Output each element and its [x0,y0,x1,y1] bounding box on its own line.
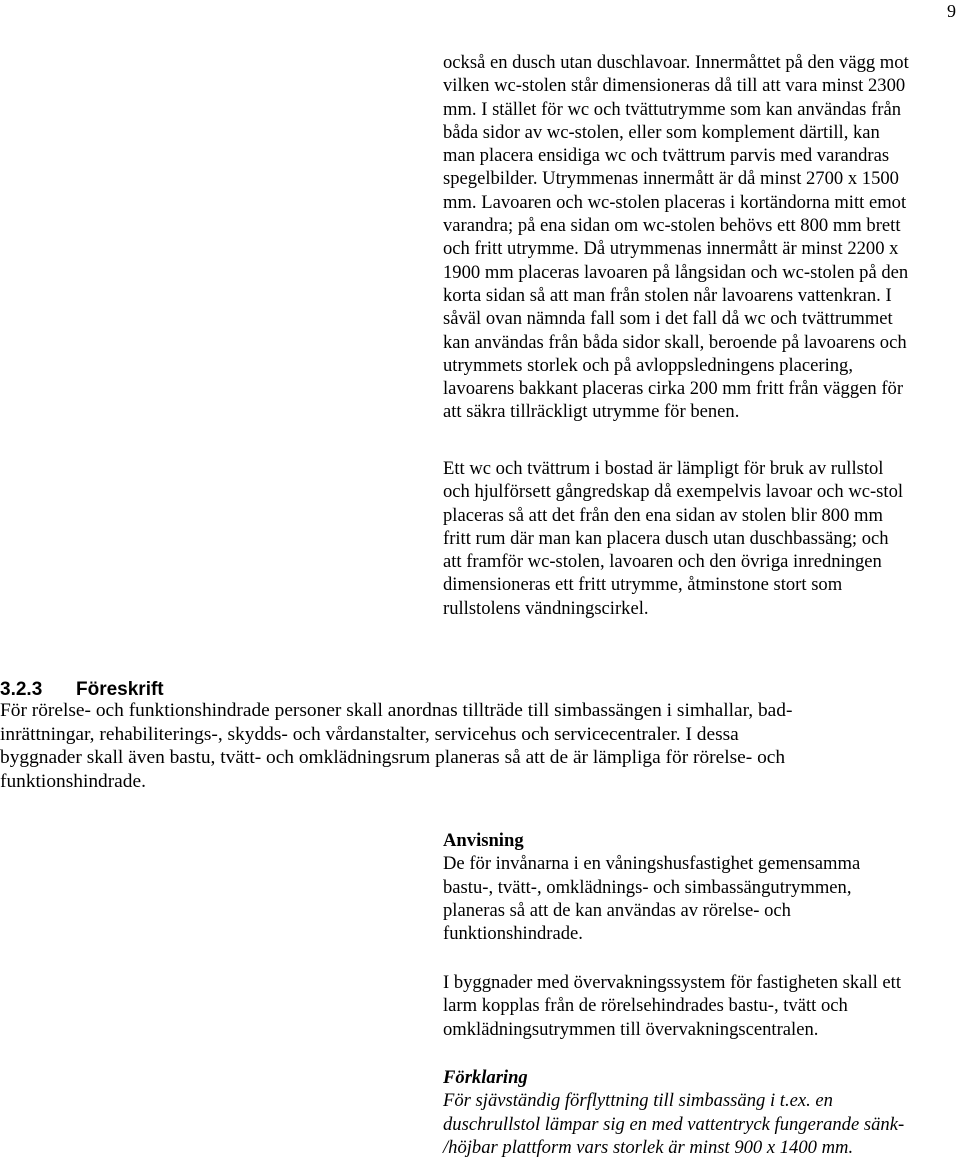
section-number: 3.2.3 [0,679,43,700]
intro-paragraph-1: också en dusch utan duschlavoar. Innermåttet på den vägg mot vilken wc-stolen står dimensioneras då till att vara minst 2300 mm. I stället för wc och tvättutrymme som kan användas från båda sidor av wc-stolen, eller som komplement därtill, kan man placera ensidiga wc och tvättrum parvis med varandras spegelbilder. Utrymmenas innermått är då minst 2700 x 1500 mm. Lavoaren och wc-stolen placeras i kortändorna mitt emot varandra; på ena sidan om wc-stolen behövs ett 800 mm brett och fritt utrymme. Då utrymmenas innermått är minst 2200 x 1900 mm placeras lavoaren på långsidan och wc-stolen på den korta sidan så att man från stolen når lavoarens vattenkran. I såväl ovan nämnda fall som i det fall då wc och tvättrummet kan användas från båda sidor skall, beroende på lavoarens och utrymmets storlek och på avloppsledningens placering, lavoarens bakkant placeras cirka 200 mm fritt från väggen för att säkra tillräckligt utrymme för benen. [443,52,909,423]
intro-paragraph-1-block [443,51,959,424]
section-body: För rörelse- och funktionshindrade personer skall anordnas tillträde till simbassängen i simhallar, bad- inrättningar, rehabiliterings-, skydds- och vårdanstalter, servicehus och servicecentraler. I dessa byggnader skall även bastu, tvätt- och omklädningsrum planeras så att de är lämpliga för rörelse- och funktionshindrade. [0,700,793,792]
forklaring-body: För sjävständig förflyttning till simbassäng i t.ex. en duschrullstol lämpar sig en med vattentryck fungerande sänk- /höjbar plattform vars storlek är minst 900 x 1400 mm. [443,1090,905,1158]
monitoring-body: I byggnader med övervakningssystem för fastigheten skall ett larm kopplas från de rörelsehindrades bastu-, tvätt och omklädningsutrymmen till övervakningscentralen. [443,972,902,1040]
monitoring-block [443,971,959,1041]
anvisning-title: Anvisning [443,830,524,851]
forklaring-title: Förklaring [443,1067,528,1088]
intro-paragraph-2-block [443,457,959,620]
anvisning-body: De för invånarna i en våningshusfastighet gemensamma bastu-, tvätt-, omklädnings- och simbassängutrymmen, planeras så att de kan användas av rörelse- och funktionshindrade. [443,853,861,945]
section-title: Föreskrift [76,679,164,700]
anvisning-block [443,829,959,945]
forklaring-block [443,1066,959,1159]
page-number: 9 [947,1,956,21]
intro-paragraph-2: Ett wc och tvättrum i bostad är lämpligt för bruk av rullstol och hjulförsett gångredskap då exempelvis lavoar och wc-stol placeras så att det från den ena sidan av stolen blir 800 mm fritt rum där man kan placera dusch utan duschbassäng; och att framför wc-stolen, lavoaren och den övriga inredningen dimensioneras ett fritt utrymme, åtminstone stort som rullstolens vändningscirkel. [443,458,904,619]
